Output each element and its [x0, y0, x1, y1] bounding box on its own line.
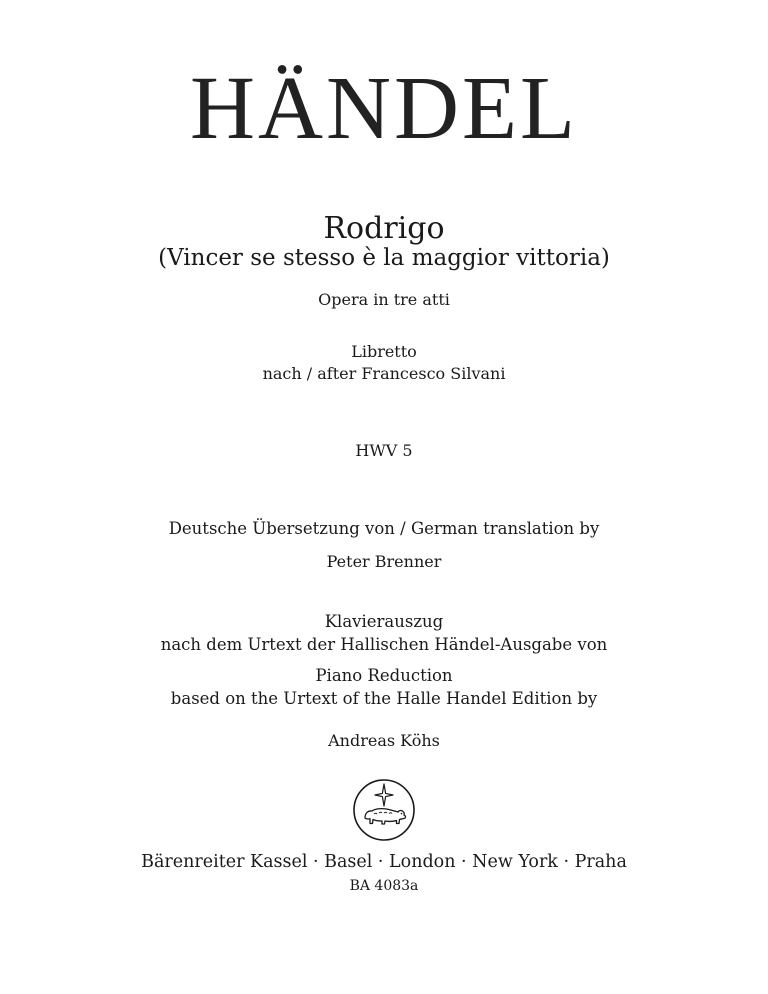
reduction-basis-de: nach dem Urtext der Hallischen Händel-Ausgabe von: [160, 635, 608, 654]
translation-label: Deutsche Übersetzung von / German translation by: [168, 519, 600, 538]
composer-name: HÄNDEL: [190, 59, 578, 158]
reduction-label-de: Klavierauszug: [324, 612, 444, 631]
libretto-label: Libretto: [351, 342, 417, 361]
reduction-label-en: Piano Reduction: [315, 666, 453, 685]
libretto-source: nach / after Francesco Silvani: [262, 364, 506, 383]
reduction-basis-en: based on the Urtext of the Halle Handel Edition by: [170, 689, 598, 708]
baerenreiter-bear-star-icon: [352, 778, 416, 842]
translator-name: Peter Brenner: [326, 552, 442, 571]
edition-number: BA 4083a: [349, 878, 419, 894]
catalog-number: HWV 5: [355, 441, 413, 460]
work-title: Rodrigo: [323, 211, 445, 246]
publisher-line: Bärenreiter Kassel · Basel · London · New York · Praha: [141, 852, 627, 872]
work-subtitle: (Vincer se stesso è la maggior vittoria): [158, 245, 610, 271]
arranger-name: Andreas Köhs: [328, 731, 440, 750]
work-genre: Opera in tre atti: [318, 290, 450, 309]
